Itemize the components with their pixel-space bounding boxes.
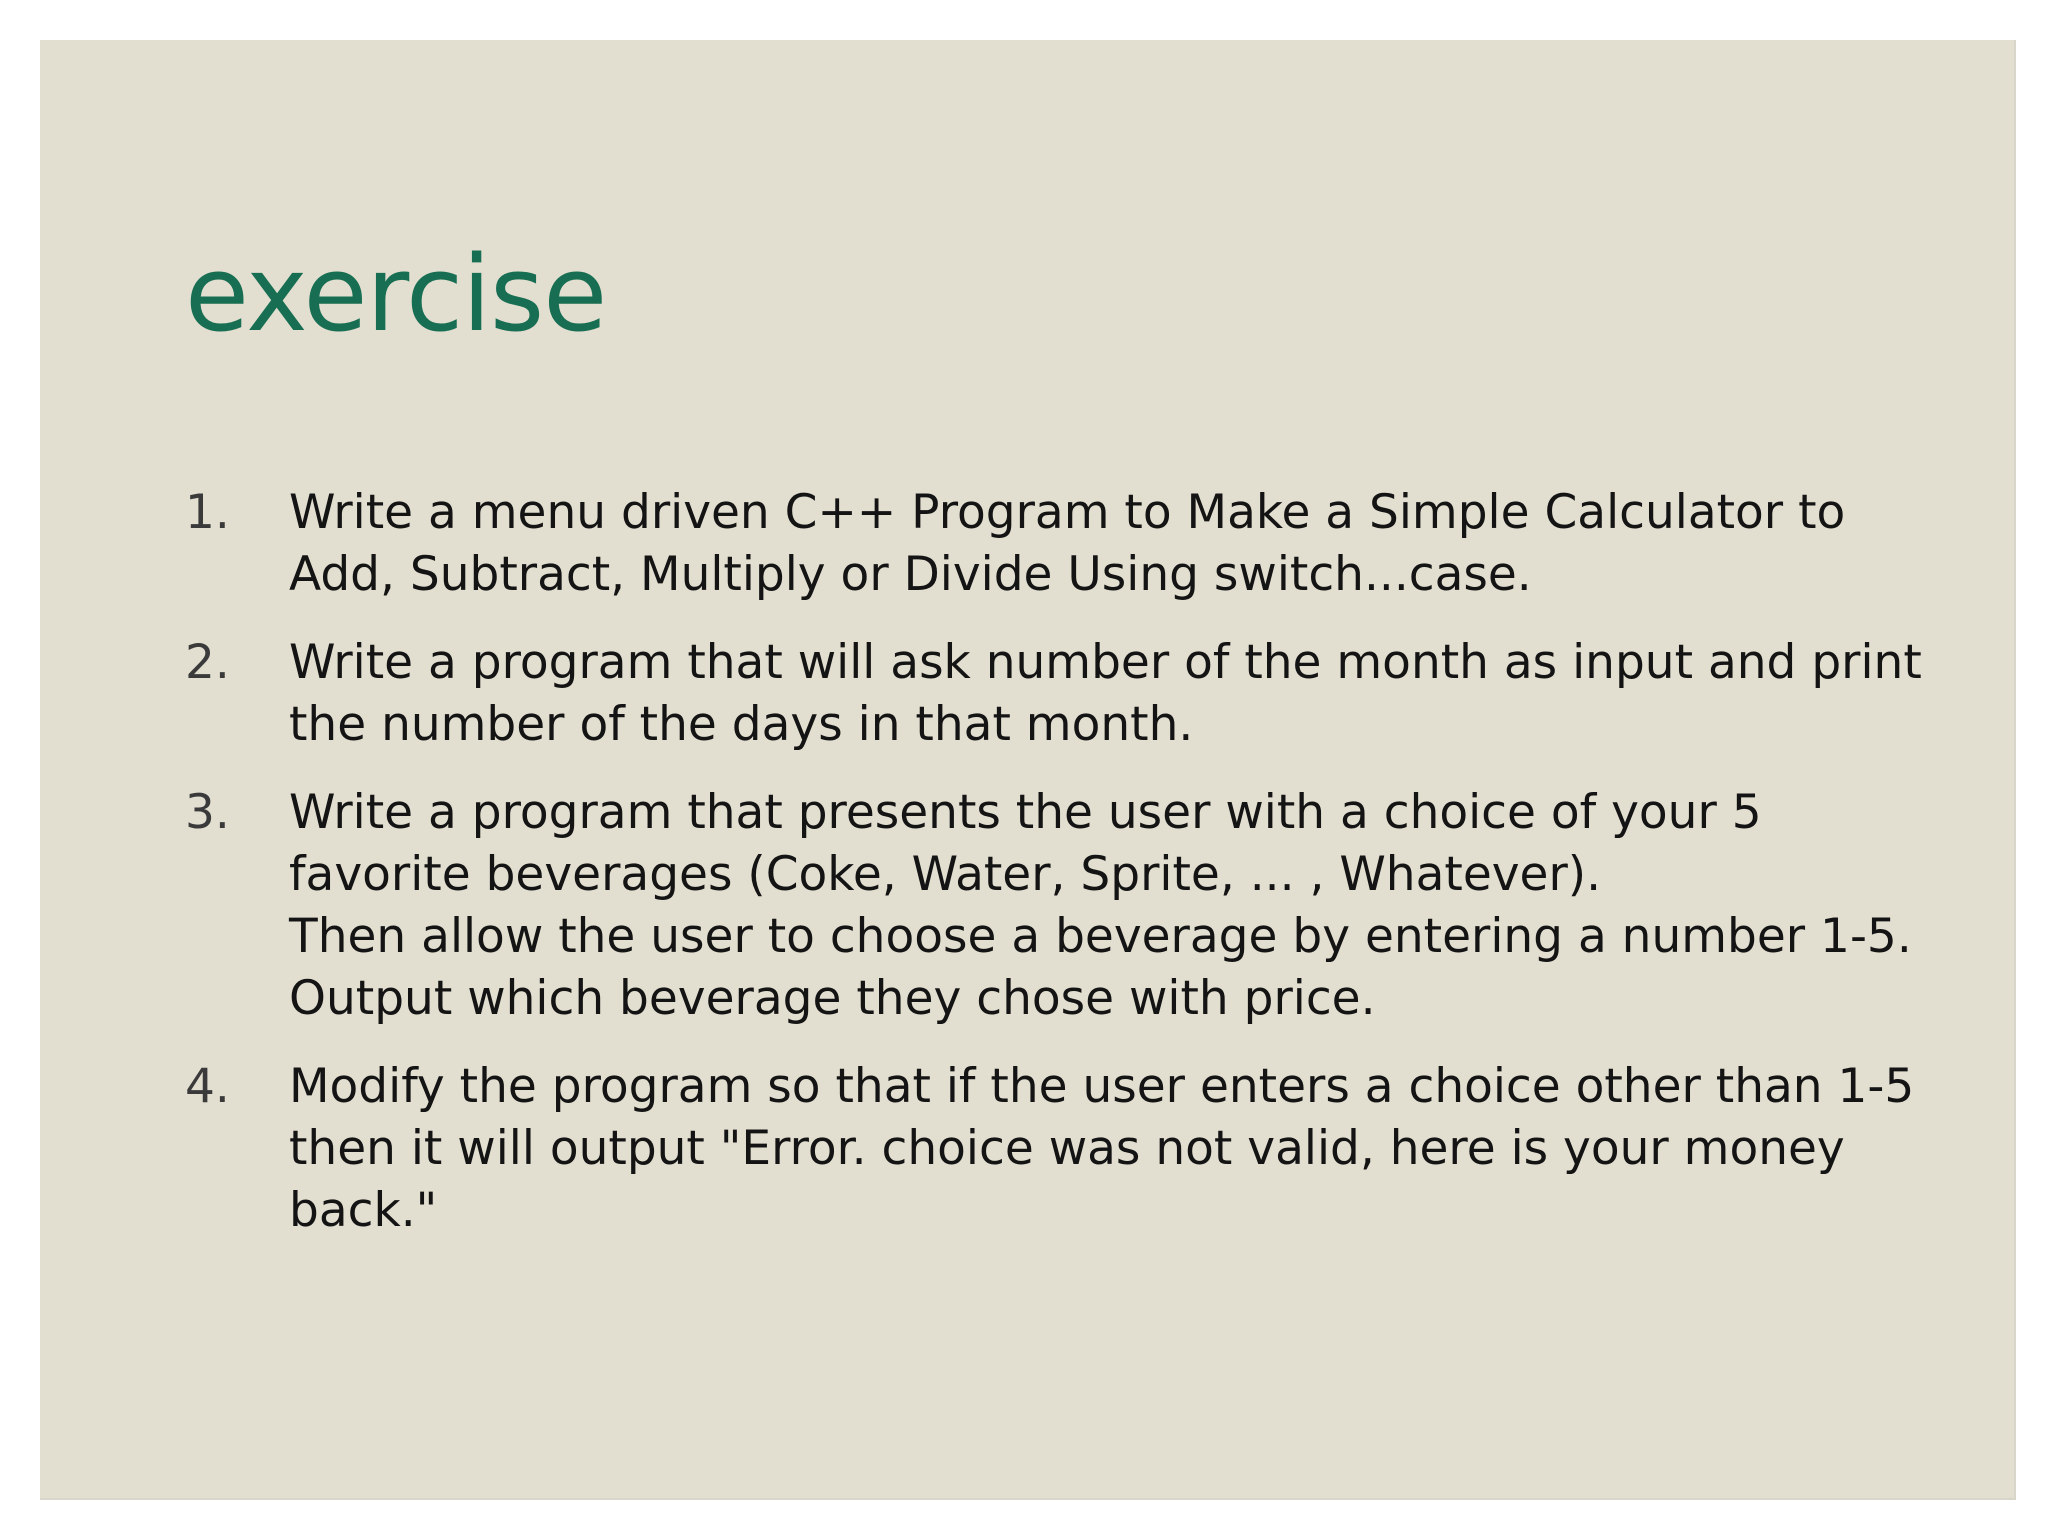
item-text-line: back." (289, 1183, 438, 1238)
list-item (185, 1056, 1925, 1242)
item-text (289, 482, 1925, 606)
item-text (289, 1056, 1925, 1242)
item-text (289, 782, 1925, 1030)
list-item (185, 482, 1925, 606)
item-text-line: Modify the program so that if the user enters a choice other than 1-5 (289, 1059, 1915, 1114)
item-text-line: favorite beverages (Coke, Water, Sprite, ... , Whatever). (289, 847, 1602, 902)
item-text-line: Then allow the user to choose a beverage by entering a number 1-5. (289, 909, 1912, 964)
slide (40, 40, 2016, 1500)
item-text (289, 632, 1925, 756)
slide-title: exercise (185, 233, 607, 355)
item-text-line: Write a menu driven C++ Program to Make a Simple Calculator to (289, 485, 1846, 540)
item-number: 2. (185, 635, 230, 690)
item-text-line: the number of the days in that month. (289, 697, 1194, 752)
exercise-list (185, 482, 1925, 1268)
item-number: 1. (185, 485, 230, 540)
item-text-line: then it will output "Error. choice was not valid, here is your money (289, 1121, 1845, 1176)
list-item (185, 782, 1925, 1030)
item-number: 4. (185, 1059, 230, 1114)
item-text-line: Write a program that will ask number of the month as input and print (289, 635, 1922, 690)
item-number: 3. (185, 785, 230, 840)
item-text-line: Output which beverage they chose with price. (289, 971, 1376, 1026)
item-text-line: Write a program that presents the user with a choice of your 5 (289, 785, 1762, 840)
item-text-line: Add, Subtract, Multiply or Divide Using switch...case. (289, 547, 1532, 602)
list-item (185, 632, 1925, 756)
